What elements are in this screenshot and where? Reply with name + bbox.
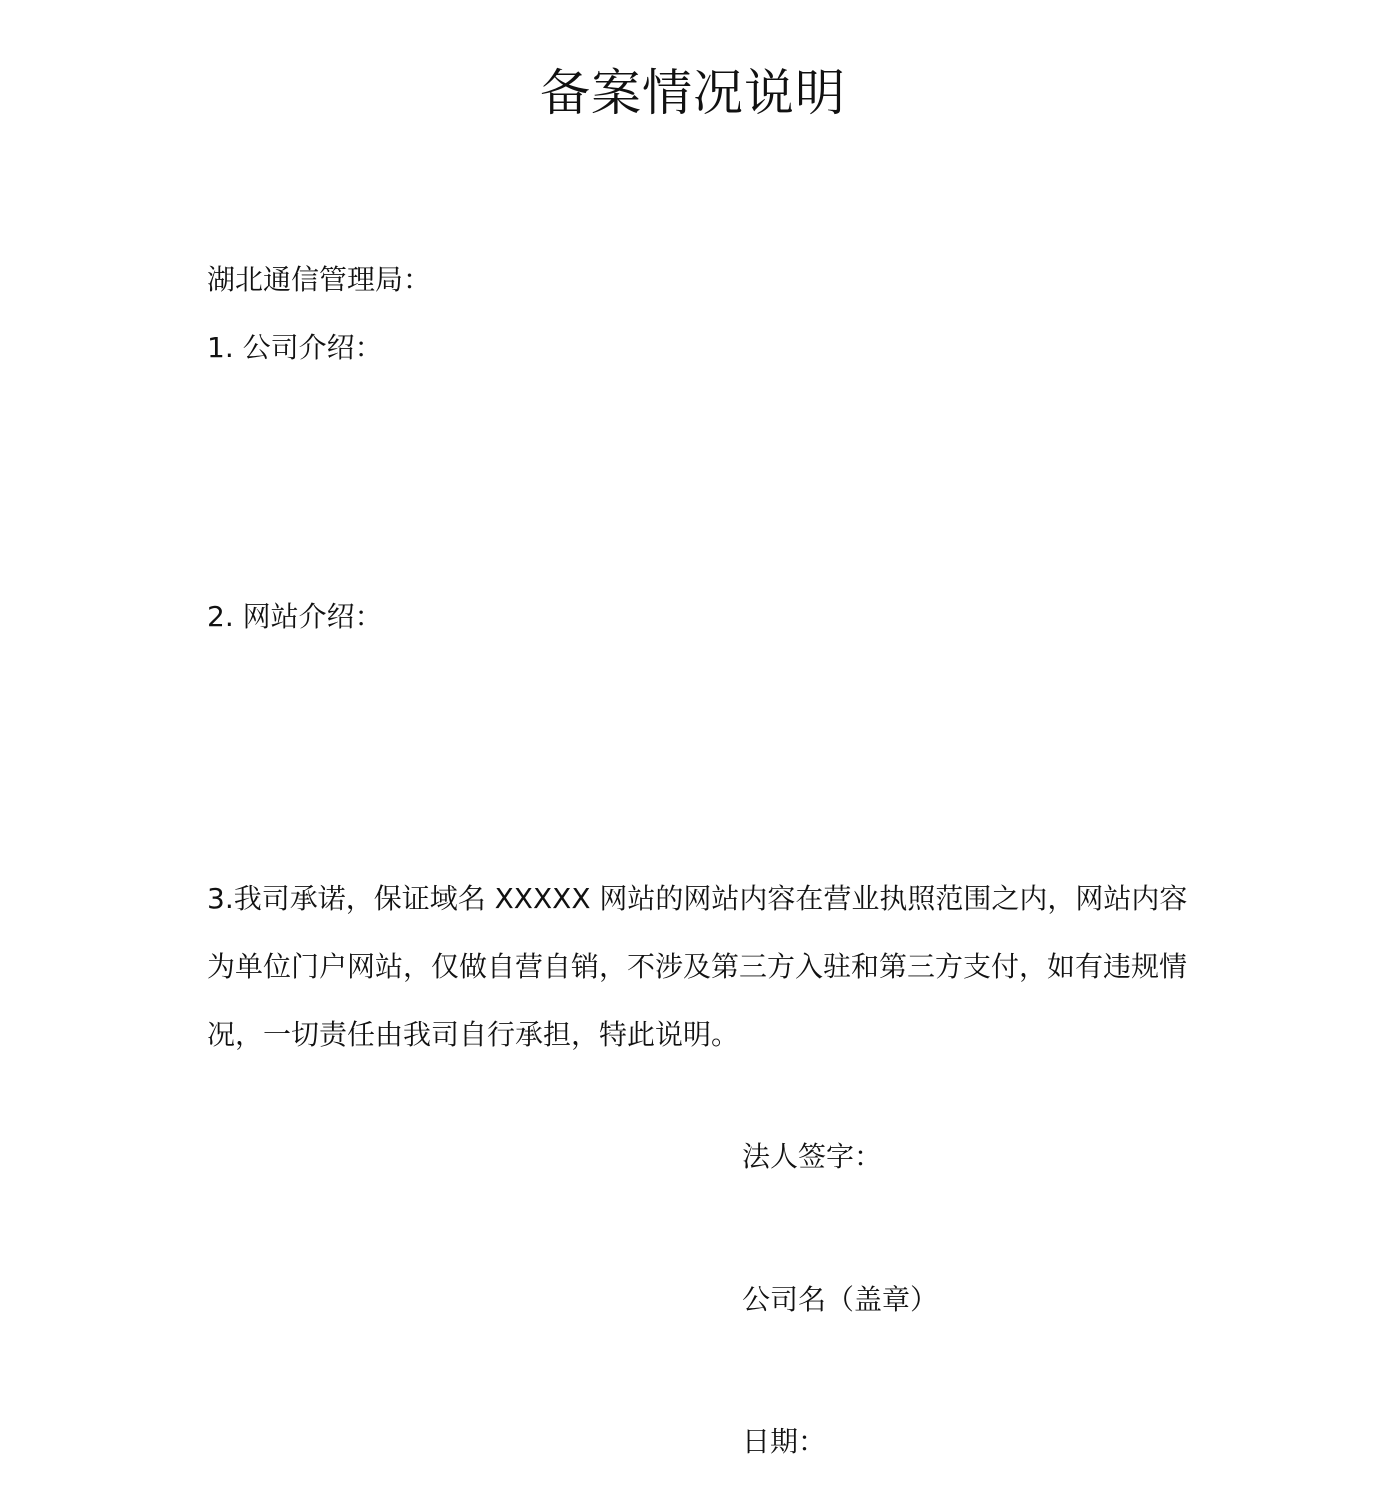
promise-line: 况，一切责任由我司自行承担，特此说明。: [207, 1018, 740, 1051]
section-website-intro: 2. 网站介绍：: [207, 600, 383, 633]
promise-paragraph: [207, 865, 1217, 1069]
section-company-intro: 1. 公司介绍：: [207, 331, 383, 364]
document-title-text: 备案情况说明: [540, 64, 846, 122]
date-label: 日期：: [742, 1425, 827, 1458]
company-seal-label: 公司名（盖章）: [742, 1283, 939, 1316]
addressee: 湖北通信管理局：: [207, 263, 432, 296]
document-title: [0, 60, 1386, 126]
legal-person-signature-label: 法人签字：: [742, 1140, 883, 1173]
promise-line: 3.我司承诺，保证域名 XXXXX 网站的网站内容在营业执照范围之内，网站内容: [207, 882, 1188, 915]
promise-line: 为单位门户网站，仅做自营自销，不涉及第三方入驻和第三方支付，如有违规情: [207, 950, 1188, 983]
